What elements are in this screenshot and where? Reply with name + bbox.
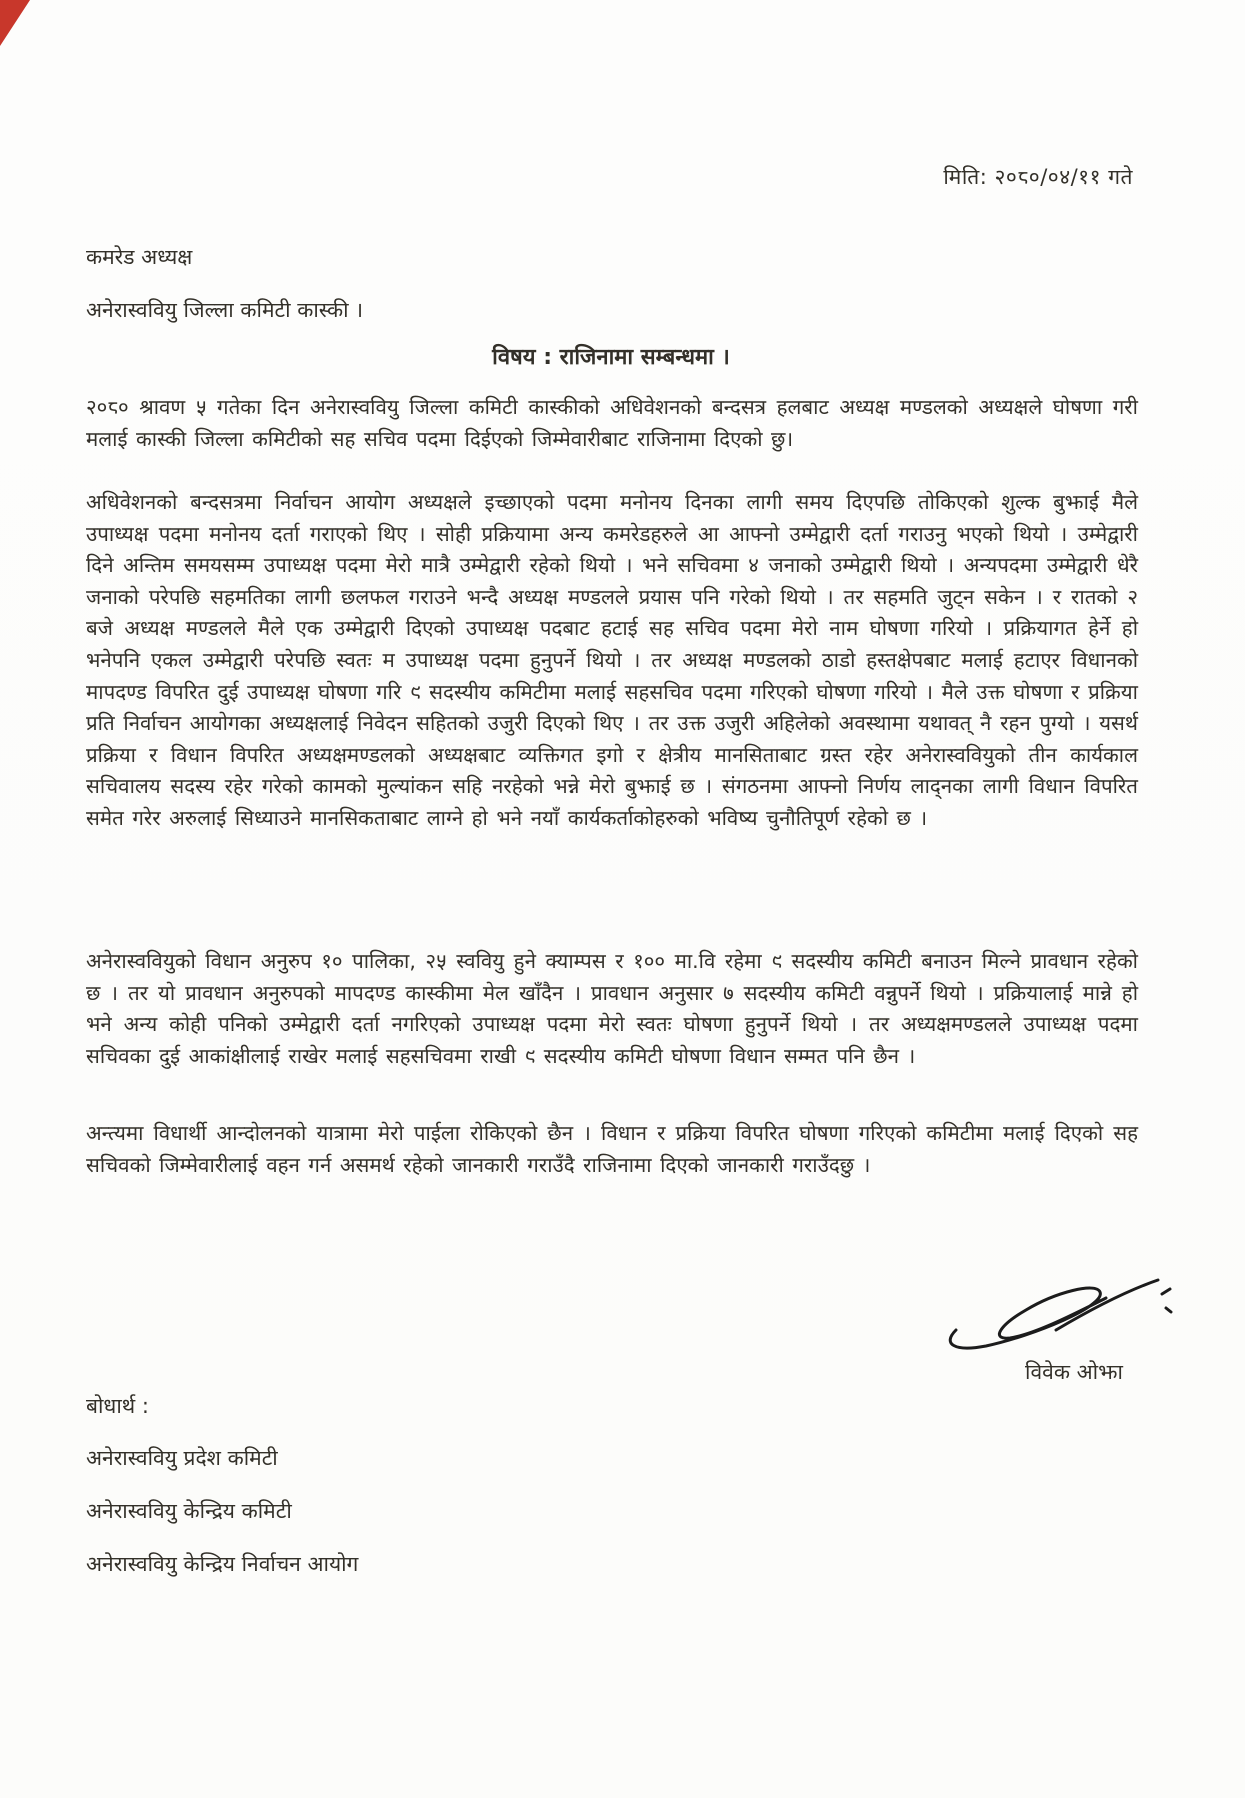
handwritten-signature [938,1278,1180,1358]
signatory-name: विवेक ओझा [1025,1360,1123,1384]
cc-item-central-election-commission: अनेरास्ववियु केन्द्रिय निर्वाचन आयोग [86,1552,359,1576]
cc-item-central-committee: अनेरास्ववियु केन्द्रिय कमिटी [86,1499,292,1523]
cc-item-province-committee: अनेरास्ववियु प्रदेश कमिटी [86,1446,278,1470]
addressee-organization: अनेरास्ववियु जिल्ला कमिटी कास्की । [86,298,364,322]
date-line: मिति: २०८०/०४/११ गते [943,165,1133,189]
subject-line: विषय : राजिनामा सम्बन्धमा । [492,345,730,370]
cc-heading: बोधार्थ : [86,1394,149,1418]
paragraph-closing: अन्त्यमा विधार्थी आन्दोलनको यात्रामा मेरो पाईला रोकिएको छैन । विधान र प्रक्रिया विपरित घोषणा गरिएको कमिटीमा मलाई दिएको सह सचिवको जिम्मेवारीलाई वहन गर्न असमर्थ रहेको जानकारी गराउँदै राजिनामा दिएको जानकारी गराउँदछु । [86,1121,1138,1177]
addressee-title: कमरेड अध्यक्ष [86,245,193,269]
scan-corner-mark [0,0,30,46]
paragraph-statute-provision: अनेरास्ववियुको विधान अनुरुप १० पालिका, २५ स्ववियु हुने क्याम्पस र १०० मा.वि रहेमा ९ सदस्यीय कमिटी बनाउन मिल्ने प्रावधान रहेको छ । तर यो प्रावधान अनुरुपको मापदण्ड कास्कीमा मेल खाँदैन । प्रावधान अनुसार ७ सदस्यीय कमिटी वन्नुपर्ने थियो । प्रक्रियालाई मान्ने हो भने अन्य कोही पनिको उम्मेद्वारी दर्ता नगरिएको उपाध्यक्ष पदमा मेरो स्वतः घोषणा हुनुपर्ने थियो । तर अध्यक्षमण्डलले उपाध्यक्ष पदमा सचिवका दुई आकांक्षीलाई राखेर मलाई सहसचिवमा राखी ९ सदस्यीय कमिटी घोषणा विधान सम्मत पनि छैन । [86,949,1138,1068]
paragraph-convention-details: अधिवेशनको बन्दसत्रमा निर्वाचन आयोग अध्यक्षले इच्छाएको पदमा मनोनय दिनका लागी समय दिएपछि तोकिएको शुल्क बुझाई मैले उपाध्यक्ष पदमा मनोनय दर्ता गराएको थिए । सोही प्रक्रियामा अन्य कमरेडहरुले आ आफ्नो उम्मेद्वारी दर्ता गराउनु भएको थियो । उम्मेद्वारी दिने अन्तिम समयसम्म उपाध्यक्ष पदमा मेरो मात्रै उम्मेद्वारी रहेको थियो । भने सचिवमा ४ जनाको उम्मेद्वारी थियो । अन्यपदमा उम्मेद्वारी धेरै जनाको परेपछि सहमतिका लागी छलफल गराउने भन्दै अध्यक्ष मण्डलले प्रयास पनि गरेको थियो । तर सहमति जुट्न सकेन । र रातको २ बजे अध्यक्ष मण्डलले मैले एक उम्मेद्वारी दिएको उपाध्यक्ष पदबाट हटाई सह सचिव पदमा मेरो नाम घोषणा गरियो । प्रक्रियागत हेर्ने हो भनेपनि एकल उम्मेद्वारी परेपछि स्वतः म उपाध्यक्ष पदमा हुनुपर्ने थियो । तर अध्यक्ष मण्डलको ठाडो हस्तक्षेपबाट मलाई हटाएर विधानको मापदण्ड विपरित दुई उपाध्यक्ष घोषणा गरि ९ सदस्यीय कमिटीमा मलाई सहसचिव पदमा गरिएको घोषणा गरियो । मैले उक्त घोषणा र प्रक्रिया प्रति निर्वाचन आयोगका अध्यक्षलाई निवेदन सहितको उजुरी दिएको थिए । तर उक्त उजुरी अहिलेको अवस्थामा यथावत् नै रहन पुग्यो । यसर्थ प्रक्रिया र विधान विपरित अध्यक्षमण्डलको अध्यक्षबाट व्यक्तिगत इगो र क्षेत्रीय मानसिताबाट ग्रस्त रहेर अनेरास्ववियुको तीन कार्यकाल सचिवालय सदस्य रहेर गरेको कामको मुल्यांकन सहि नरहेको भन्ने मेरो बुझाई छ । संगठनमा आफ्नो निर्णय लाद्नका लागी विधान विपरित समेत गरेर अरुलाई सिध्याउने मानसिकताबाट लाग्ने हो भने नयाँ कार्यकर्ताकोहरुको भविष्य चुनौतिपूर्ण रहेको छ । [86,490,1138,830]
paragraph-resignation-statement: २०८० श्रावण ५ गतेका दिन अनेरास्ववियु जिल्ला कमिटी कास्कीको अधिवेशनको बन्दसत्र हलबाट अध्यक्ष मण्डलको अध्यक्षले घोषणा गरी मलाई कास्की जिल्ला कमिटीको सह सचिव पदमा दिईएको जिम्मेवारीबाट राजिनामा दिएको छु। [86,395,1138,451]
